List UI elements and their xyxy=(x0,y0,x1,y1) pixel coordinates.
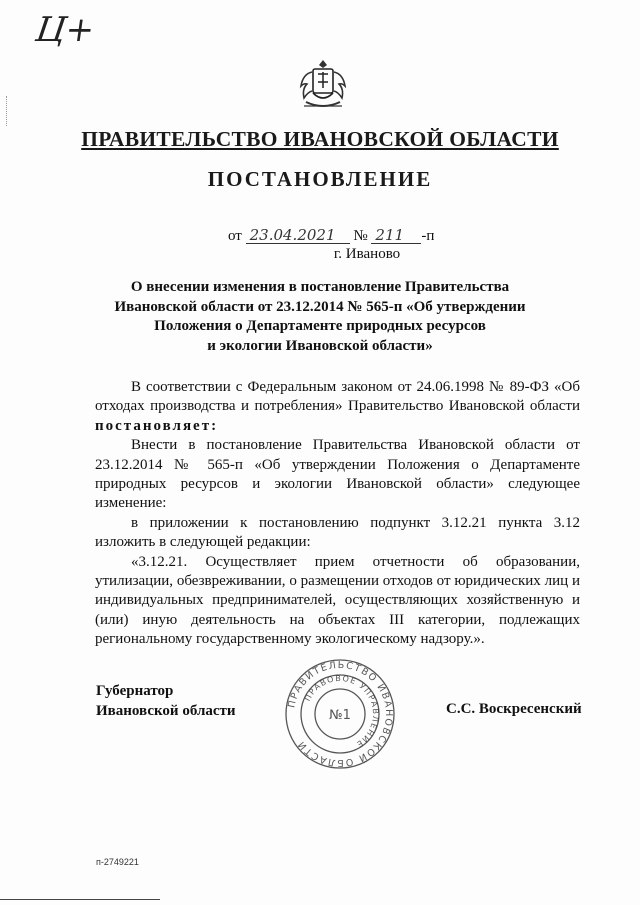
date-value: 23.04.2021 xyxy=(246,227,350,244)
city: г. Иваново xyxy=(333,246,401,262)
amendment-paragraph: Внести в постановление Правительства Ивановской области от 23.12.2014 № 565-п «Об утверждении Положения о Департаменте природных ресурсов и экологии Ивановской области» следующее изменение: xyxy=(95,437,580,512)
date-prefix: от xyxy=(228,228,242,244)
number-prefix: № xyxy=(353,228,368,244)
signatory-role xyxy=(96,682,236,721)
date-number-line xyxy=(228,227,434,245)
seal-outer-text: ПРАВИТЕЛЬСТВО ИВАНОВСКОЙ ОБЛАСТИ xyxy=(286,659,395,769)
document-subject xyxy=(100,278,540,356)
coat-of-arms-emblem xyxy=(296,56,350,112)
handwritten-note: Ц+ xyxy=(33,10,97,50)
seal-inner-text: ПРАВОВОЕ УПРАВЛЕНИЕ xyxy=(302,673,381,750)
signatory-name: С.С. Воскресенский xyxy=(446,701,582,717)
document-id: п-2749221 xyxy=(96,857,139,867)
bottom-rule xyxy=(0,899,160,900)
seal-number: №1 xyxy=(329,708,351,723)
subject-line: и экологии Ивановской области» xyxy=(207,337,433,354)
government-title: ПРАВИТЕЛЬСТВО ИВАНОВСКОЙ ОБЛАСТИ xyxy=(81,127,559,151)
new-wording-paragraph: «3.12.21. Осуществляет прием отчетности об образовании, утилизации, обезвреживании, о размещении отходов от юридических лиц и индивидуальных предпринимателей, осуществляющих хозяйственную и (или) иную деятельность на объектах III категории, подлежащих региональному государственному экологическому надзору.». xyxy=(95,553,580,648)
subject-line: Положения о Департаменте природных ресурсов xyxy=(154,318,486,334)
preamble-text: В соответствии с Федеральным законом от 24.06.1998 № 89-ФЗ «Об отходах производства и потребления» Правительство Ивановской области xyxy=(95,379,580,415)
document-type: ПОСТАНОВЛЕНИЕ xyxy=(207,167,433,191)
subject-line: Ивановской области от 23.12.2014 № 565-п «Об утверждении xyxy=(114,298,526,315)
number-value: 211 xyxy=(371,227,421,244)
appendix-paragraph: в приложении к постановлению подпункт 3.12.21 пункта 3.12 изложить в следующей редакции: xyxy=(95,514,580,551)
number-suffix: -п xyxy=(421,228,435,244)
resolves-word: постановляет: xyxy=(95,417,219,434)
official-seal-stamp xyxy=(284,658,396,770)
role-line: Ивановской области xyxy=(96,702,236,719)
margin-marks xyxy=(6,96,9,126)
subject-line: О внесении изменения в постановление Правительства xyxy=(130,279,510,295)
role-line: Губернатор xyxy=(96,683,174,699)
preamble-paragraph xyxy=(95,378,580,436)
document-body xyxy=(95,378,580,650)
